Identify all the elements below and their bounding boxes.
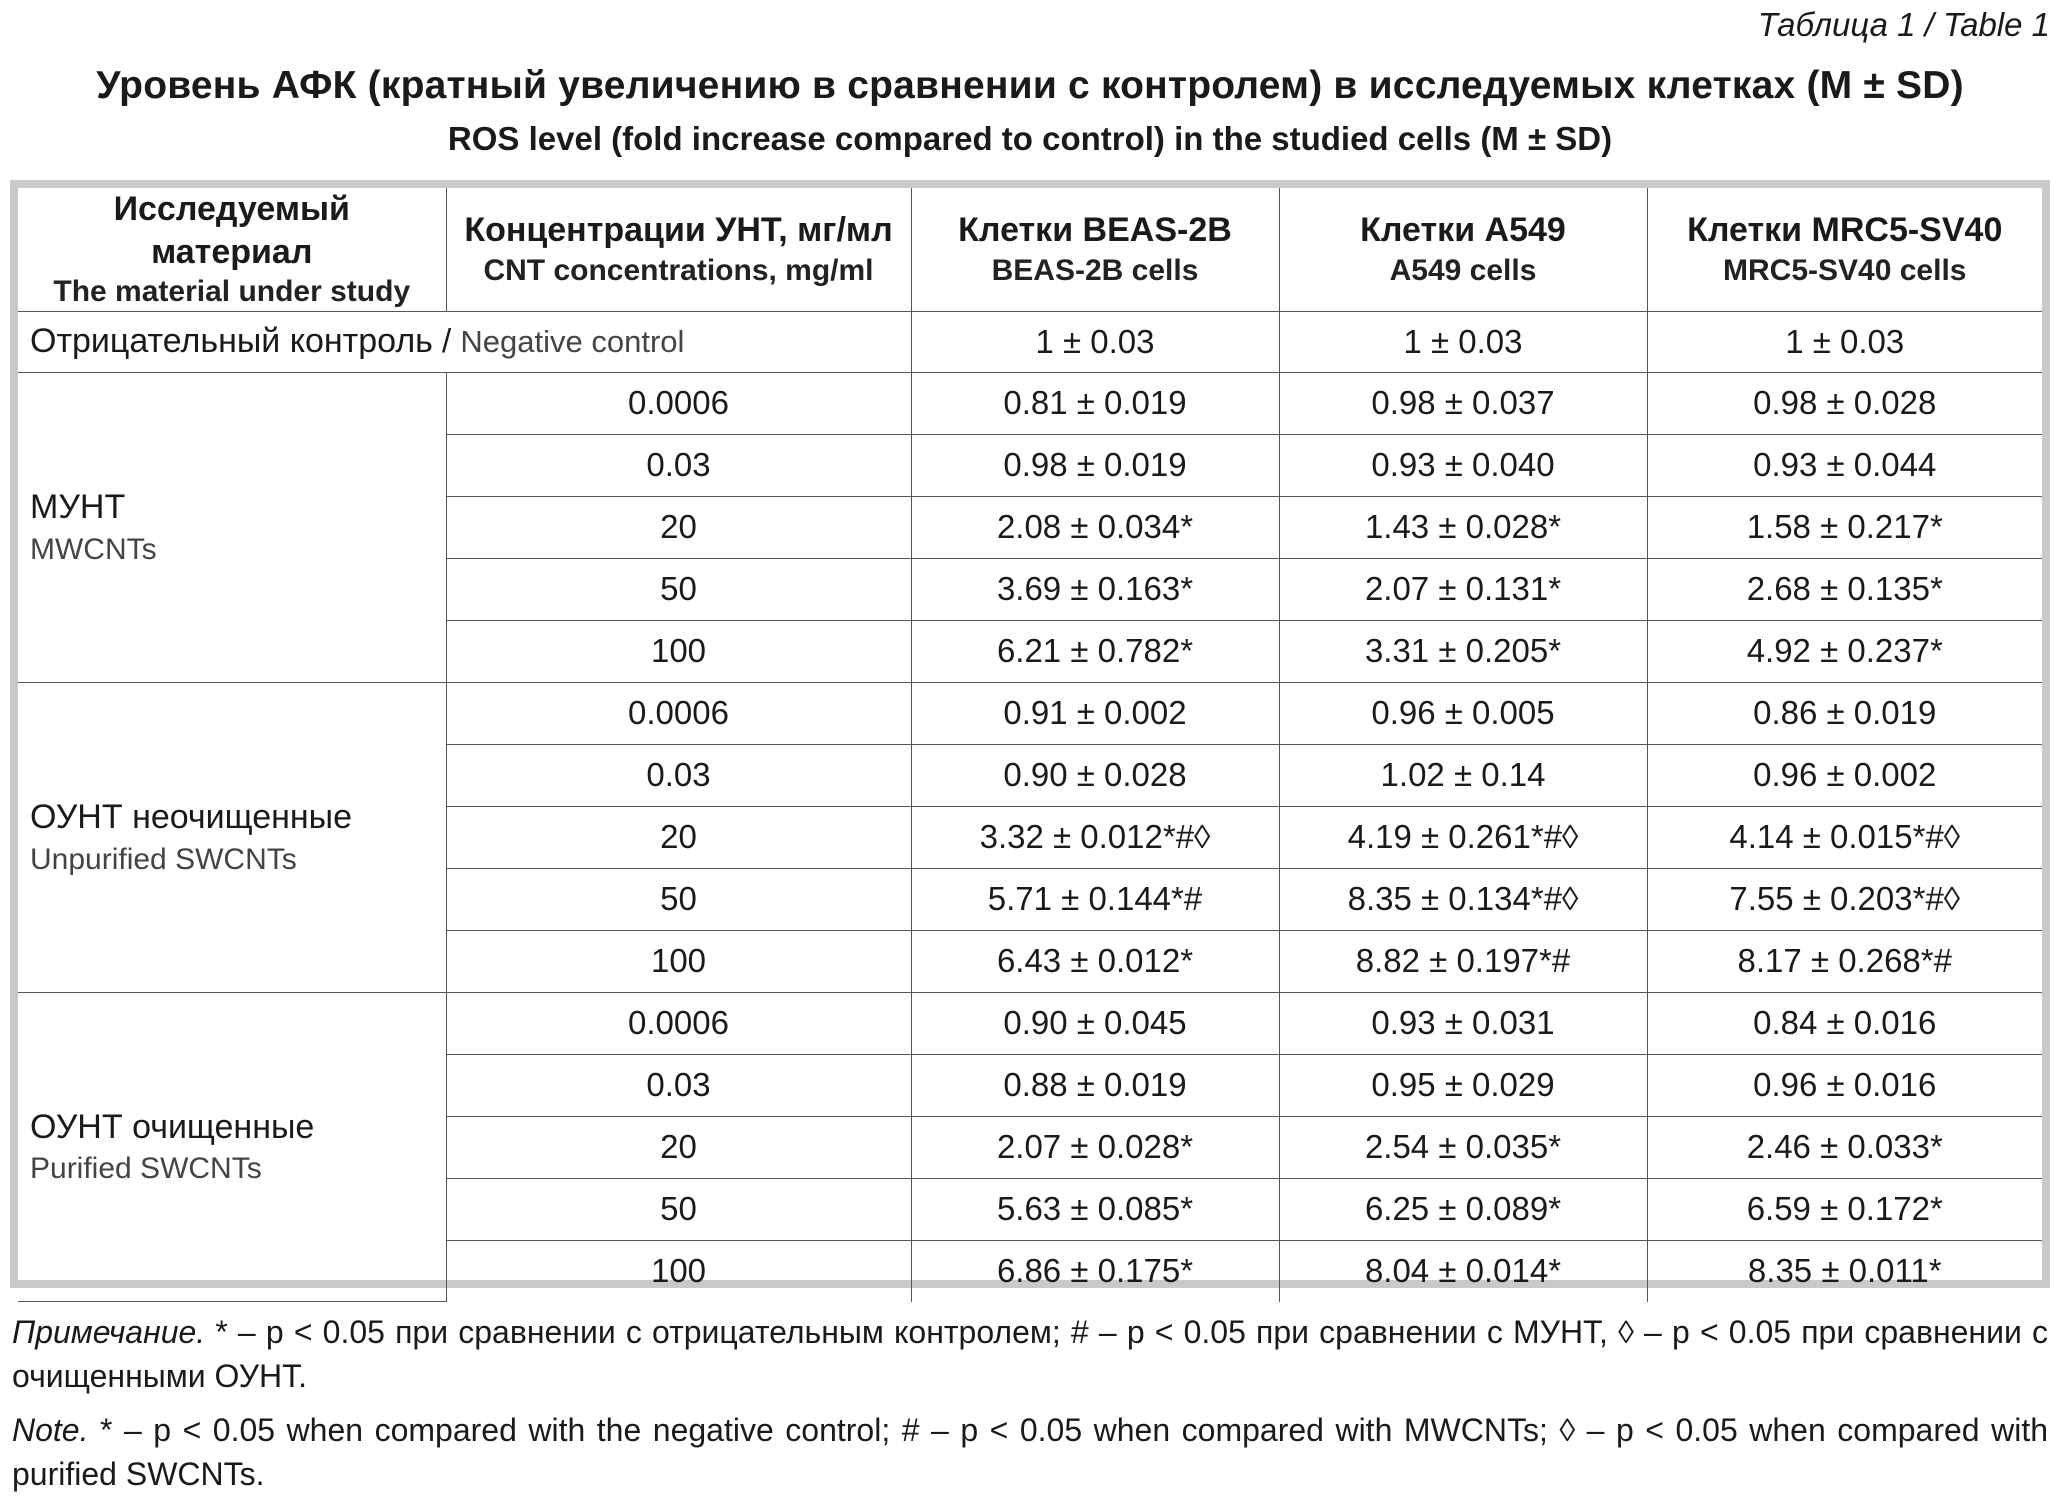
title-russian: Уровень АФК (кратный увеличению в сравнении с контролем) в исследуемых клетках (M ± SD) bbox=[96, 64, 1964, 107]
value-cell: 7.55 ± 0.203*#◊ bbox=[1647, 868, 2042, 930]
concentration-cell: 0.03 bbox=[446, 744, 911, 806]
concentration-cell: 100 bbox=[446, 1240, 911, 1302]
header-label-ru: Клетки MRC5-SV40 bbox=[1687, 211, 2003, 250]
concentration-cell: 20 bbox=[446, 806, 911, 868]
material-name-en: Unpurified SWCNTs bbox=[30, 842, 297, 876]
concentration-cell: 0.03 bbox=[446, 434, 911, 496]
value-cell: 6.43 ± 0.012* bbox=[911, 930, 1279, 992]
header-row bbox=[18, 188, 2042, 311]
header-label-ru: Клетки BEAS-2B bbox=[958, 211, 1232, 250]
ros-level-table bbox=[18, 188, 2042, 1302]
note-ru-label: Примечание. bbox=[12, 1314, 206, 1350]
value-cell: 0.98 ± 0.019 bbox=[911, 434, 1279, 496]
value-cell: 0.90 ± 0.045 bbox=[911, 992, 1279, 1054]
value-cell: 6.21 ± 0.782* bbox=[911, 620, 1279, 682]
header-concentration bbox=[446, 188, 911, 311]
header-label-en: CNT concentrations, mg/ml bbox=[483, 253, 874, 287]
header-label-en: MRC5-SV40 cells bbox=[1723, 253, 1967, 287]
note-en-label: Note. bbox=[12, 1412, 89, 1448]
control-label-en: Negative control bbox=[460, 324, 685, 359]
value-cell: 0.81 ± 0.019 bbox=[911, 372, 1279, 434]
value-cell: 4.19 ± 0.261*#◊ bbox=[1279, 806, 1647, 868]
value-cell: 1.02 ± 0.14 bbox=[1279, 744, 1647, 806]
value-cell: 0.98 ± 0.028 bbox=[1647, 372, 2042, 434]
value-cell: 1.58 ± 0.217* bbox=[1647, 496, 2042, 558]
concentration-cell: 20 bbox=[446, 1116, 911, 1178]
value-cell: 0.88 ± 0.019 bbox=[911, 1054, 1279, 1116]
material-name-ru: МУНТ bbox=[30, 488, 126, 527]
header-label-ru: Концентрации УНТ, мг/мл bbox=[464, 211, 893, 250]
table-row bbox=[18, 992, 2042, 1054]
value-cell: 0.93 ± 0.040 bbox=[1279, 434, 1647, 496]
note-en-text: * – p < 0.05 when compared with the negative control; # – p < 0.05 when compared with MWCNTs; ◊ – p < 0.05 when compared with purified SWCNTs. bbox=[12, 1412, 2048, 1492]
value-cell: 8.35 ± 0.134*#◊ bbox=[1279, 868, 1647, 930]
header-a549 bbox=[1279, 188, 1647, 311]
value-cell: 1 ± 0.03 bbox=[911, 311, 1279, 372]
value-cell: 0.91 ± 0.002 bbox=[911, 682, 1279, 744]
concentration-cell: 50 bbox=[446, 558, 911, 620]
value-cell: 6.59 ± 0.172* bbox=[1647, 1178, 2042, 1240]
value-cell: 6.86 ± 0.175* bbox=[911, 1240, 1279, 1302]
value-cell: 6.25 ± 0.089* bbox=[1279, 1178, 1647, 1240]
header-mrc5 bbox=[1647, 188, 2042, 311]
material-cell bbox=[18, 682, 446, 992]
value-cell: 0.84 ± 0.016 bbox=[1647, 992, 2042, 1054]
control-label bbox=[18, 311, 911, 372]
value-cell: 1 ± 0.03 bbox=[1647, 311, 2042, 372]
concentration-cell: 0.0006 bbox=[446, 682, 911, 744]
header-material bbox=[18, 188, 446, 311]
value-cell: 8.82 ± 0.197*# bbox=[1279, 930, 1647, 992]
control-separator: / bbox=[432, 322, 461, 359]
concentration-cell: 100 bbox=[446, 930, 911, 992]
value-cell: 3.69 ± 0.163* bbox=[911, 558, 1279, 620]
value-cell: 2.07 ± 0.131* bbox=[1279, 558, 1647, 620]
value-cell: 5.63 ± 0.085* bbox=[911, 1178, 1279, 1240]
value-cell: 8.35 ± 0.011* bbox=[1647, 1240, 2042, 1302]
value-cell: 2.46 ± 0.033* bbox=[1647, 1116, 2042, 1178]
value-cell: 2.68 ± 0.135* bbox=[1647, 558, 2042, 620]
header-beas2b bbox=[911, 188, 1279, 311]
value-cell: 2.07 ± 0.028* bbox=[911, 1116, 1279, 1178]
value-cell: 0.96 ± 0.005 bbox=[1279, 682, 1647, 744]
value-cell: 1.43 ± 0.028* bbox=[1279, 496, 1647, 558]
table-frame bbox=[10, 180, 2050, 1288]
header-label-ru: Клетки A549 bbox=[1360, 211, 1566, 250]
material-cell bbox=[18, 992, 446, 1302]
value-cell: 4.92 ± 0.237* bbox=[1647, 620, 2042, 682]
control-label-ru: Отрицательный контроль bbox=[30, 322, 433, 360]
concentration-cell: 100 bbox=[446, 620, 911, 682]
concentration-cell: 50 bbox=[446, 868, 911, 930]
concentration-cell: 0.0006 bbox=[446, 992, 911, 1054]
value-cell: 1 ± 0.03 bbox=[1279, 311, 1647, 372]
value-cell: 5.71 ± 0.144*# bbox=[911, 868, 1279, 930]
header-label-en: The material under study bbox=[53, 275, 411, 308]
table-row bbox=[18, 372, 2042, 434]
value-cell: 0.90 ± 0.028 bbox=[911, 744, 1279, 806]
value-cell: 0.96 ± 0.016 bbox=[1647, 1054, 2042, 1116]
material-name-ru: ОУНТ очищенные bbox=[30, 1108, 315, 1147]
value-cell: 4.14 ± 0.015*#◊ bbox=[1647, 806, 2042, 868]
value-cell: 8.17 ± 0.268*# bbox=[1647, 930, 2042, 992]
table-number: Таблица 1 / Table 1 bbox=[1757, 6, 2050, 43]
material-name-en: Purified SWCNTs bbox=[30, 1152, 262, 1186]
concentration-cell: 0.0006 bbox=[446, 372, 911, 434]
header-label-en: A549 cells bbox=[1389, 253, 1537, 287]
header-label-ru: Исследуемый материал bbox=[113, 190, 350, 271]
value-cell: 3.32 ± 0.012*#◊ bbox=[911, 806, 1279, 868]
value-cell: 0.86 ± 0.019 bbox=[1647, 682, 2042, 744]
concentration-cell: 50 bbox=[446, 1178, 911, 1240]
concentration-cell: 20 bbox=[446, 496, 911, 558]
table-row bbox=[18, 682, 2042, 744]
note-russian bbox=[12, 1310, 2048, 1398]
concentration-cell: 0.03 bbox=[446, 1054, 911, 1116]
control-row bbox=[18, 311, 2042, 372]
note-ru-text: * – p < 0.05 при сравнении с отрицательным контролем; # – p < 0.05 при сравнении с МУНТ, ◊ – p < 0.05 при сравнении с очищенными ОУНТ. bbox=[12, 1314, 2049, 1394]
value-cell: 0.93 ± 0.044 bbox=[1647, 434, 2042, 496]
note-english bbox=[12, 1408, 2048, 1496]
material-name-ru: ОУНТ неочищенные bbox=[30, 798, 353, 837]
material-name-en: MWCNTs bbox=[30, 532, 157, 566]
value-cell: 0.96 ± 0.002 bbox=[1647, 744, 2042, 806]
value-cell: 2.54 ± 0.035* bbox=[1279, 1116, 1647, 1178]
value-cell: 0.95 ± 0.029 bbox=[1279, 1054, 1647, 1116]
material-cell bbox=[18, 372, 446, 682]
title-english: ROS level (fold increase compared to control) in the studied cells (M ± SD) bbox=[447, 120, 1613, 157]
value-cell: 0.98 ± 0.037 bbox=[1279, 372, 1647, 434]
value-cell: 0.93 ± 0.031 bbox=[1279, 992, 1647, 1054]
value-cell: 2.08 ± 0.034* bbox=[911, 496, 1279, 558]
value-cell: 3.31 ± 0.205* bbox=[1279, 620, 1647, 682]
header-label-en: BEAS-2B cells bbox=[991, 253, 1199, 287]
value-cell: 8.04 ± 0.014* bbox=[1279, 1240, 1647, 1302]
